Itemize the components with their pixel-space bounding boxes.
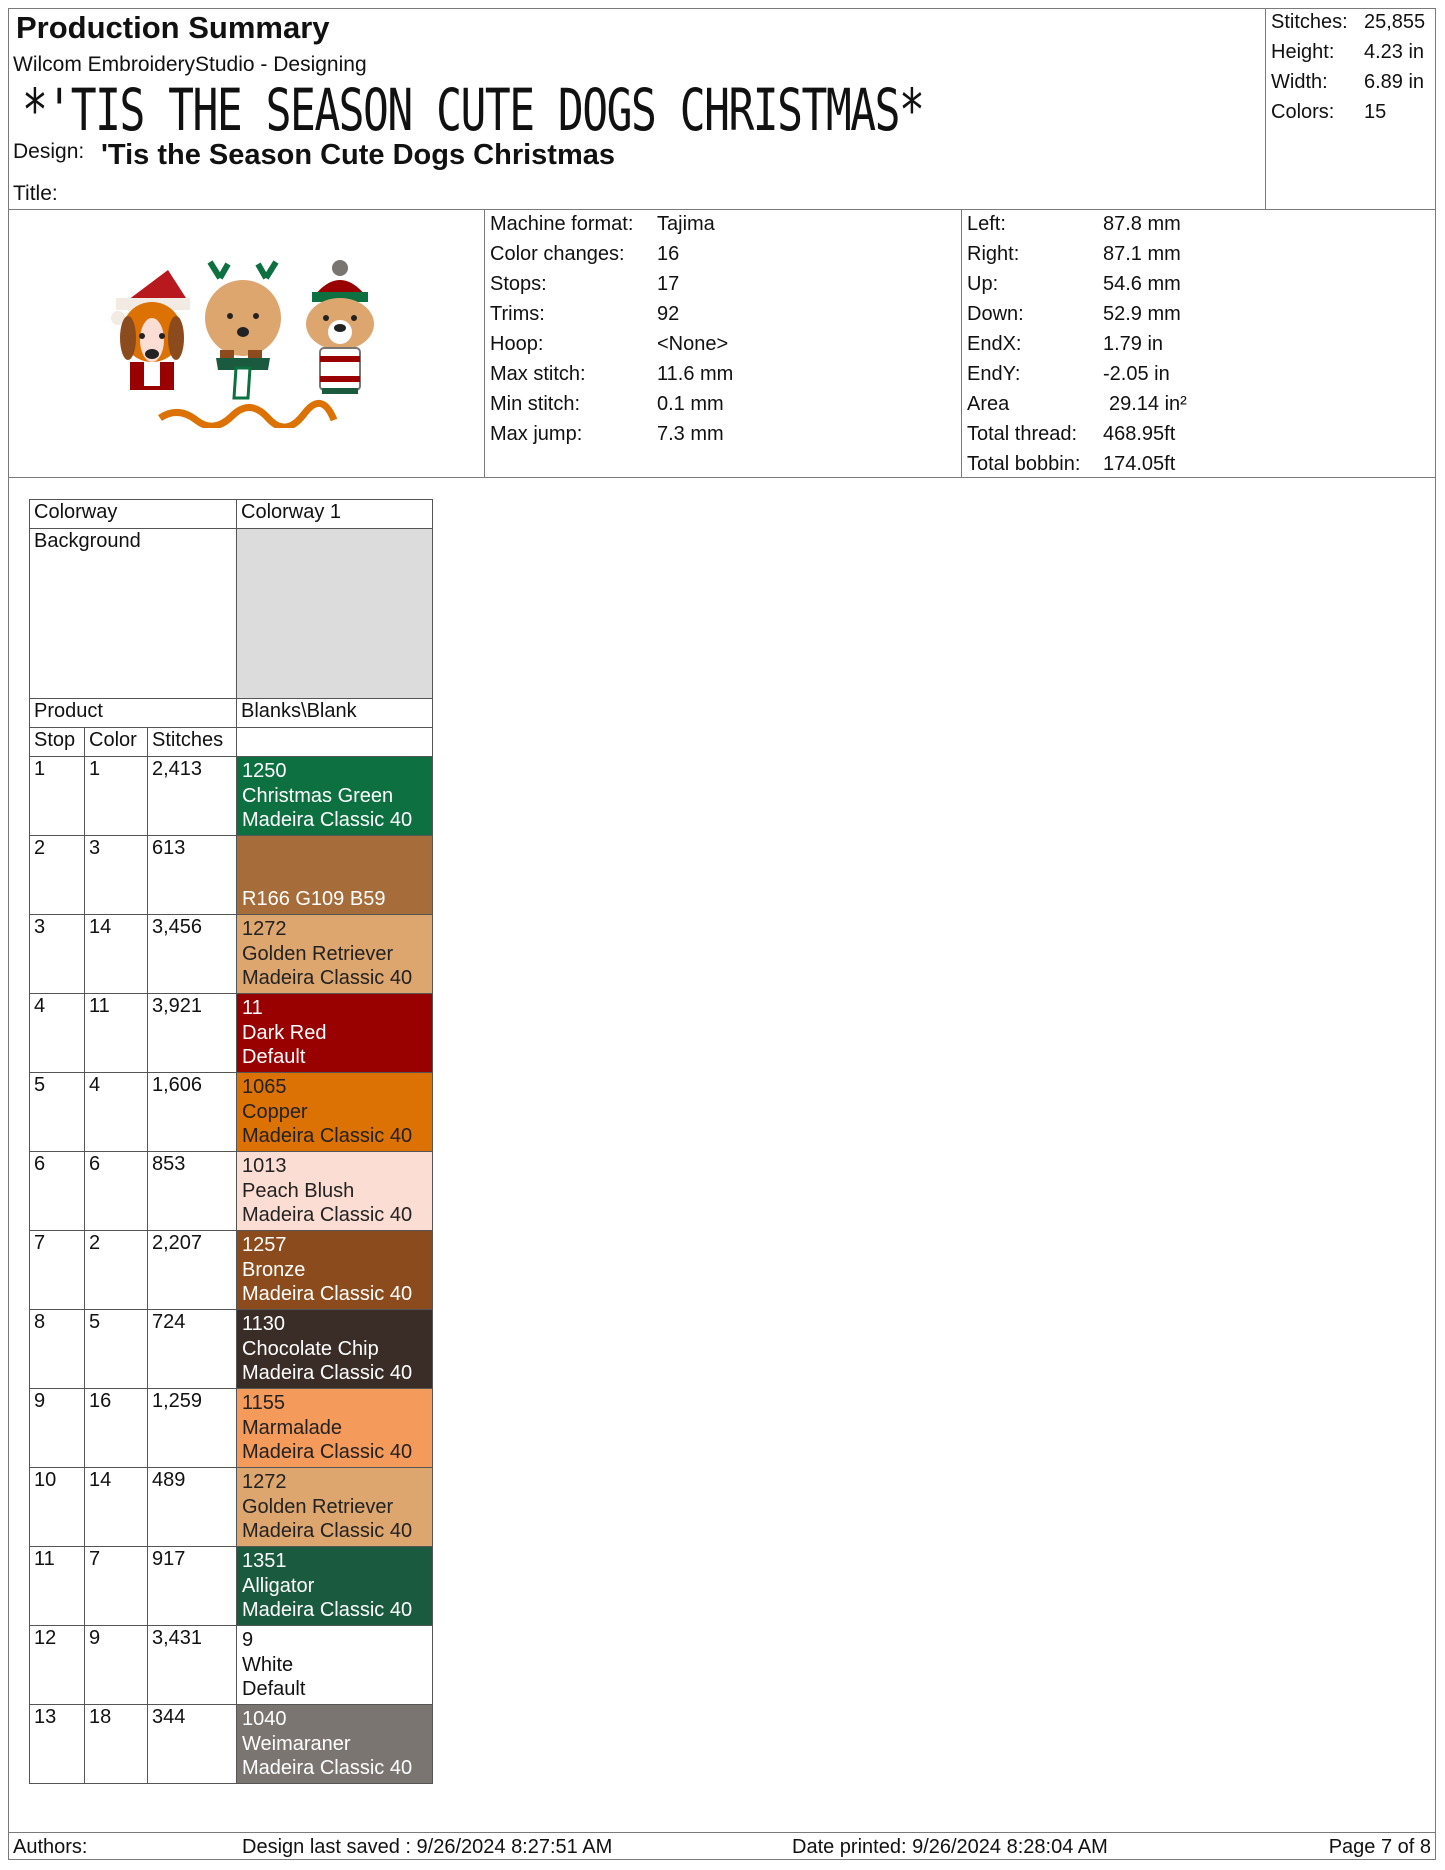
colorway-label: Colorway bbox=[30, 500, 237, 529]
summary-row bbox=[1271, 70, 1431, 100]
extents-row bbox=[967, 452, 1427, 482]
thread-brand: Madeira Classic 40 bbox=[242, 1599, 413, 1622]
extents-value: 29.14 in² bbox=[1109, 393, 1187, 415]
thread-code: 1013 bbox=[242, 1155, 287, 1177]
stitches-cell: 1,259 bbox=[148, 1389, 237, 1468]
color-rows bbox=[30, 757, 433, 1784]
machine-label: Trims: bbox=[490, 303, 545, 325]
machine-value: 7.3 mm bbox=[657, 423, 724, 445]
stop-cell: 3 bbox=[30, 915, 85, 994]
stop-cell: 9 bbox=[30, 1389, 85, 1468]
extents-row bbox=[967, 332, 1427, 362]
thread-name: Alligator bbox=[242, 1574, 315, 1597]
machine-row bbox=[490, 422, 950, 452]
machine-row bbox=[490, 212, 950, 242]
thread-brand: Default bbox=[242, 1046, 306, 1069]
machine-value: Tajima bbox=[657, 213, 715, 235]
color-cell: 11 bbox=[85, 994, 148, 1073]
extents-row bbox=[967, 362, 1427, 392]
stitches-cell: 2,413 bbox=[148, 757, 237, 836]
thread-swatch bbox=[237, 1705, 433, 1784]
color-cell: 9 bbox=[85, 1626, 148, 1705]
design-name: 'Tis the Season Cute Dogs Christmas bbox=[101, 139, 615, 171]
color-cell: 14 bbox=[85, 1468, 148, 1547]
background-label: Background bbox=[30, 529, 237, 699]
thread-code: 1130 bbox=[242, 1313, 286, 1335]
extents-row bbox=[967, 392, 1427, 422]
stop-cell: 6 bbox=[30, 1152, 85, 1231]
extents-label: Total bobbin: bbox=[967, 453, 1081, 475]
thread-name: Golden Retriever bbox=[242, 1495, 394, 1518]
stitches-cell: 344 bbox=[148, 1705, 237, 1784]
color-row bbox=[30, 1389, 433, 1468]
thread-brand: Madeira Classic 40 bbox=[242, 1204, 413, 1227]
extents-value: -2.05 in bbox=[1103, 363, 1170, 385]
stitches-cell: 3,921 bbox=[148, 994, 237, 1073]
machine-row bbox=[490, 242, 950, 272]
color-cell: 4 bbox=[85, 1073, 148, 1152]
thread-swatch bbox=[237, 1547, 433, 1626]
beagle-dog-icon bbox=[111, 270, 190, 390]
thread-brand: Madeira Classic 40 bbox=[242, 1757, 413, 1780]
extents-label: Right: bbox=[967, 243, 1020, 265]
stitches-header: Stitches bbox=[148, 728, 237, 757]
thread-code: 1351 bbox=[242, 1550, 287, 1572]
extents-label: EndY: bbox=[967, 363, 1021, 385]
thread-brand: Madeira Classic 40 bbox=[242, 809, 413, 832]
design-preview-image bbox=[108, 258, 398, 428]
stitches-cell: 3,431 bbox=[148, 1626, 237, 1705]
summary-label: Height: bbox=[1271, 41, 1335, 63]
summary-box bbox=[1271, 10, 1431, 130]
summary-value: 6.89 in bbox=[1364, 71, 1425, 93]
machine-row bbox=[490, 362, 950, 392]
color-cell: 5 bbox=[85, 1310, 148, 1389]
thread-swatch bbox=[237, 836, 433, 915]
color-row bbox=[30, 1626, 433, 1705]
extents-label: EndX: bbox=[967, 333, 1022, 355]
thread-swatch bbox=[237, 915, 433, 994]
thread-code: 1257 bbox=[242, 1234, 287, 1256]
machine-row bbox=[490, 392, 950, 422]
machine-label: Max stitch: bbox=[490, 363, 586, 385]
product-value: Blanks\Blank bbox=[237, 699, 433, 728]
thread-code: 1272 bbox=[242, 1471, 287, 1493]
software-name: Wilcom EmbroideryStudio - Designing bbox=[13, 53, 367, 76]
extents-label: Area bbox=[967, 393, 1010, 415]
extents-label: Down: bbox=[967, 303, 1024, 325]
thread-name: Chocolate Chip bbox=[242, 1337, 379, 1360]
stop-cell: 12 bbox=[30, 1626, 85, 1705]
color-row bbox=[30, 1152, 433, 1231]
stitches-cell: 613 bbox=[148, 836, 237, 915]
extents-label: Total thread: bbox=[967, 423, 1078, 445]
thread-brand: Default bbox=[242, 1678, 306, 1701]
extents-info bbox=[967, 212, 1427, 482]
extents-value: 87.8 mm bbox=[1103, 213, 1181, 235]
background-row bbox=[30, 529, 433, 699]
thread-code: 1040 bbox=[242, 1708, 287, 1730]
background-swatch bbox=[237, 529, 433, 699]
preview-divider bbox=[484, 209, 485, 477]
design-banner: *'TIS THE SEASON CUTE DOGS CHRISTMAS* bbox=[22, 76, 924, 144]
thread-swatch bbox=[237, 1073, 433, 1152]
thread-swatch bbox=[237, 1310, 433, 1389]
color-row bbox=[30, 757, 433, 836]
thread-code: 11 bbox=[242, 997, 263, 1019]
color-cell: 2 bbox=[85, 1231, 148, 1310]
machine-value: <None> bbox=[657, 333, 729, 355]
thread-swatch bbox=[237, 757, 433, 836]
thread-name: Peach Blush bbox=[242, 1179, 355, 1202]
extents-row bbox=[967, 212, 1427, 242]
color-row bbox=[30, 1310, 433, 1389]
summary-label: Colors: bbox=[1271, 101, 1335, 123]
thread-brand: Madeira Classic 40 bbox=[242, 1283, 413, 1306]
thread-code: 1272 bbox=[242, 918, 287, 940]
machine-value: 0.1 mm bbox=[657, 393, 724, 415]
thread-name: Christmas Green bbox=[242, 784, 394, 807]
header-divider bbox=[8, 209, 1436, 210]
machine-info bbox=[490, 212, 950, 452]
stop-cell: 10 bbox=[30, 1468, 85, 1547]
machine-value: 17 bbox=[657, 273, 680, 295]
page-title: Production Summary bbox=[16, 10, 330, 45]
summary-value: 4.23 in bbox=[1364, 41, 1425, 63]
color-cell: 1 bbox=[85, 757, 148, 836]
color-row bbox=[30, 1705, 433, 1784]
footer-authors: Authors: bbox=[13, 1836, 88, 1858]
thread-name: White bbox=[242, 1653, 294, 1676]
thread-code: 1250 bbox=[242, 760, 287, 782]
footer-last-saved: Design last saved : 9/26/2024 8:27:51 AM bbox=[242, 1836, 613, 1858]
extents-row bbox=[967, 272, 1427, 302]
stitches-cell: 489 bbox=[148, 1468, 237, 1547]
thread-swatch bbox=[237, 1231, 433, 1310]
thread-brand: R166 G109 B59 bbox=[242, 888, 386, 911]
thread-swatch bbox=[237, 994, 433, 1073]
machine-value: 92 bbox=[657, 303, 680, 325]
color-cell: 6 bbox=[85, 1152, 148, 1231]
color-row bbox=[30, 1547, 433, 1626]
extents-label: Up: bbox=[967, 273, 999, 295]
summary-row bbox=[1271, 40, 1431, 70]
color-cell: 16 bbox=[85, 1389, 148, 1468]
extents-value: 174.05ft bbox=[1103, 453, 1176, 475]
thread-name: Dark Red bbox=[242, 1021, 327, 1044]
column-header-row bbox=[30, 728, 433, 757]
machine-value: 16 bbox=[657, 243, 680, 265]
thread-brand: Madeira Classic 40 bbox=[242, 967, 413, 990]
extents-value: 468.95ft bbox=[1103, 423, 1176, 445]
stop-cell: 2 bbox=[30, 836, 85, 915]
thread-name: Bronze bbox=[242, 1258, 306, 1281]
extents-row bbox=[967, 422, 1427, 452]
machine-label: Color changes: bbox=[490, 243, 625, 265]
thread-brand: Madeira Classic 40 bbox=[242, 1441, 413, 1464]
stop-cell: 1 bbox=[30, 757, 85, 836]
thread-code bbox=[242, 838, 427, 863]
stitches-cell: 724 bbox=[148, 1310, 237, 1389]
extents-label: Left: bbox=[967, 213, 1006, 235]
extents-value: 87.1 mm bbox=[1103, 243, 1181, 265]
machine-value: 11.6 mm bbox=[657, 363, 734, 385]
color-cell: 14 bbox=[85, 915, 148, 994]
thread-swatch bbox=[237, 1152, 433, 1231]
machine-label: Stops: bbox=[490, 273, 547, 295]
color-row bbox=[30, 1468, 433, 1547]
color-row bbox=[30, 836, 433, 915]
summary-label: Stitches: bbox=[1271, 11, 1348, 33]
thread-header bbox=[237, 728, 433, 757]
bulldog-dog-icon bbox=[306, 260, 374, 394]
stitches-cell: 1,606 bbox=[148, 1073, 237, 1152]
stop-cell: 8 bbox=[30, 1310, 85, 1389]
stop-cell: 11 bbox=[30, 1547, 85, 1626]
color-cell: 3 bbox=[85, 836, 148, 915]
thread-swatch bbox=[237, 1626, 433, 1705]
machine-row bbox=[490, 332, 950, 362]
machine-label: Machine format: bbox=[490, 213, 634, 235]
extents-row bbox=[967, 302, 1427, 332]
machine-label: Hoop: bbox=[490, 333, 544, 355]
summary-divider bbox=[1265, 8, 1266, 209]
summary-value: 25,855 bbox=[1364, 11, 1426, 33]
thread-brand: Madeira Classic 40 bbox=[242, 1362, 413, 1385]
colorway-header-row bbox=[30, 500, 433, 529]
summary-value: 15 bbox=[1364, 101, 1387, 123]
stitches-cell: 3,456 bbox=[148, 915, 237, 994]
machine-row bbox=[490, 272, 950, 302]
color-row bbox=[30, 1073, 433, 1152]
product-row bbox=[30, 699, 433, 728]
machine-label: Max jump: bbox=[490, 423, 583, 445]
thread-name: Marmalade bbox=[242, 1416, 343, 1439]
thread-brand: Madeira Classic 40 bbox=[242, 1125, 413, 1148]
colorway-table bbox=[29, 499, 433, 1784]
color-header: Color bbox=[85, 728, 148, 757]
color-cell: 7 bbox=[85, 1547, 148, 1626]
thread-brand: Madeira Classic 40 bbox=[242, 1520, 413, 1543]
summary-row bbox=[1271, 100, 1431, 130]
color-row bbox=[30, 994, 433, 1073]
poodle-dog-icon bbox=[205, 262, 281, 398]
stop-cell: 13 bbox=[30, 1705, 85, 1784]
extents-value: 54.6 mm bbox=[1103, 273, 1181, 295]
color-row bbox=[30, 915, 433, 994]
footer-page-number: Page 7 of 8 bbox=[1328, 1836, 1431, 1858]
thread-name: Weimaraner bbox=[242, 1732, 351, 1755]
color-cell: 18 bbox=[85, 1705, 148, 1784]
extents-value: 52.9 mm bbox=[1103, 303, 1181, 325]
stop-cell: 4 bbox=[30, 994, 85, 1073]
stop-header: Stop bbox=[30, 728, 85, 757]
title-label: Title: bbox=[13, 182, 58, 205]
thread-name: Copper bbox=[242, 1100, 308, 1123]
machine-label: Min stitch: bbox=[490, 393, 581, 415]
thread-name bbox=[242, 863, 427, 888]
extents-row bbox=[967, 242, 1427, 272]
summary-row bbox=[1271, 10, 1431, 40]
stitches-cell: 2,207 bbox=[148, 1231, 237, 1310]
thread-code: 1155 bbox=[242, 1392, 286, 1414]
product-label: Product bbox=[30, 699, 237, 728]
design-label: Design: bbox=[13, 140, 85, 163]
machine-divider bbox=[961, 209, 962, 477]
stop-cell: 7 bbox=[30, 1231, 85, 1310]
thread-code: 1065 bbox=[242, 1076, 287, 1098]
footer-date-printed: Date printed: 9/26/2024 8:28:04 AM bbox=[792, 1836, 1108, 1858]
footer-divider bbox=[8, 1832, 1436, 1833]
thread-name: Golden Retriever bbox=[242, 942, 394, 965]
thread-code: 9 bbox=[242, 1629, 254, 1651]
colorway-value: Colorway 1 bbox=[237, 500, 433, 529]
stitches-cell: 853 bbox=[148, 1152, 237, 1231]
extents-value: 1.79 in bbox=[1103, 333, 1164, 355]
thread-swatch bbox=[237, 1389, 433, 1468]
stop-cell: 5 bbox=[30, 1073, 85, 1152]
summary-label: Width: bbox=[1271, 71, 1328, 93]
color-row bbox=[30, 1231, 433, 1310]
thread-swatch bbox=[237, 1468, 433, 1547]
machine-row bbox=[490, 302, 950, 332]
stitches-cell: 917 bbox=[148, 1547, 237, 1626]
